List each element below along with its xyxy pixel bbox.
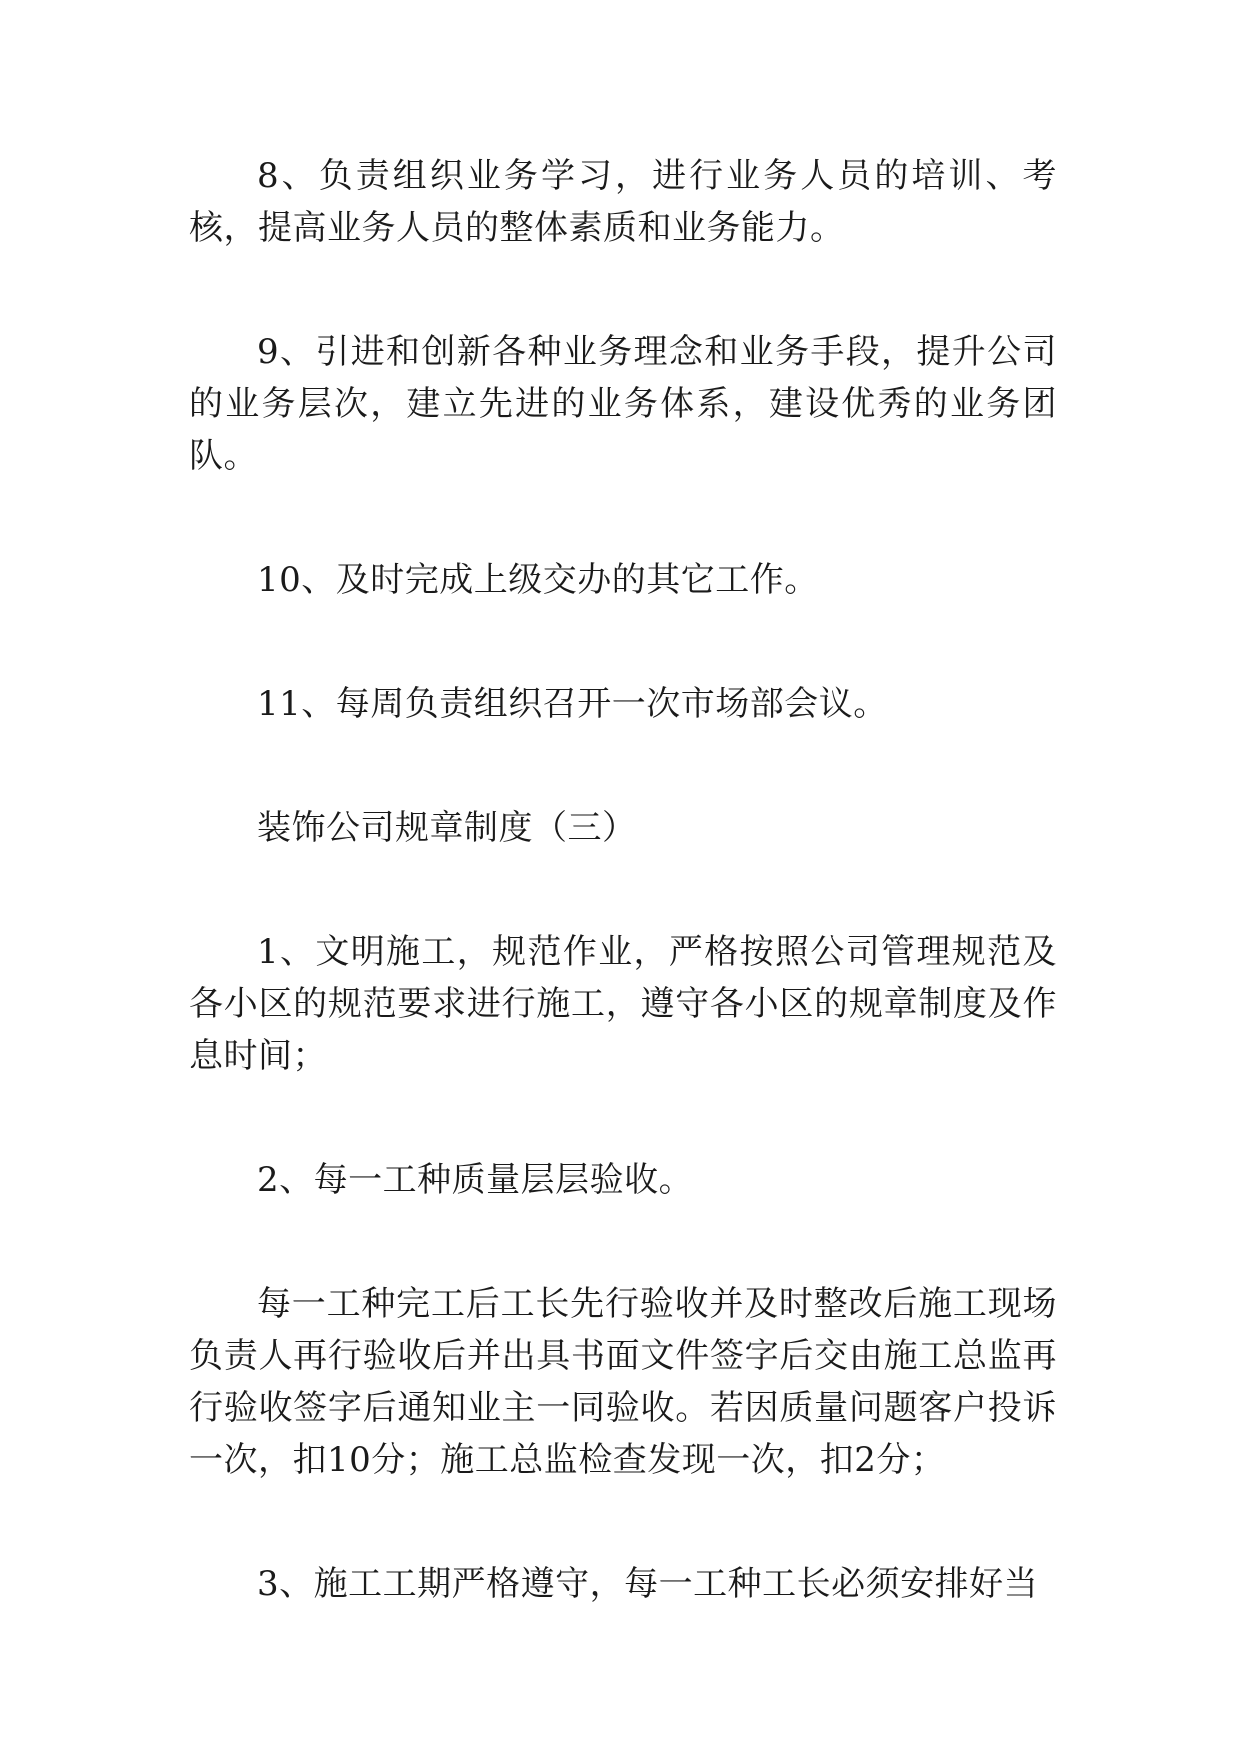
- paragraph-rule-2: 2、每一工种质量层层验收。: [257, 1160, 694, 1200]
- paragraph-rule-1: 1、文明施工，规范作业，严格按照公司管理规范及各小区的规范要求进行施工，遵守各小区的规章制度及作息时间；: [189, 932, 1057, 1076]
- section-title: 装饰公司规章制度（三）: [257, 808, 637, 848]
- paragraph-rule-2-detail: 每一工种完工后工长先行验收并及时整改后施工现场负责人再行验收后并出具书面文件签字后交由施工总监再行验收签字后通知业主一同验收。若因质量问题客户投诉一次，扣10分；施工总监检查发现一次，扣2分；: [189, 1284, 1057, 1480]
- paragraph-item-10: 10、及时完成上级交办的其它工作。: [257, 560, 819, 600]
- document-body: [189, 150, 1057, 1682]
- paragraph-item-11: 11、每周负责组织召开一次市场部会议。: [257, 684, 888, 724]
- paragraph-item-8: 8、负责组织业务学习，进行业务人员的培训、考核，提高业务人员的整体素质和业务能力。: [189, 156, 1057, 248]
- paragraph-item-9: 9、引进和创新各种业务理念和业务手段，提升公司的业务层次，建立先进的业务体系，建设优秀的业务团队。: [189, 332, 1057, 476]
- paragraph-rule-3: 3、施工工期严格遵守，每一工种工长必须安排好当: [257, 1564, 1039, 1604]
